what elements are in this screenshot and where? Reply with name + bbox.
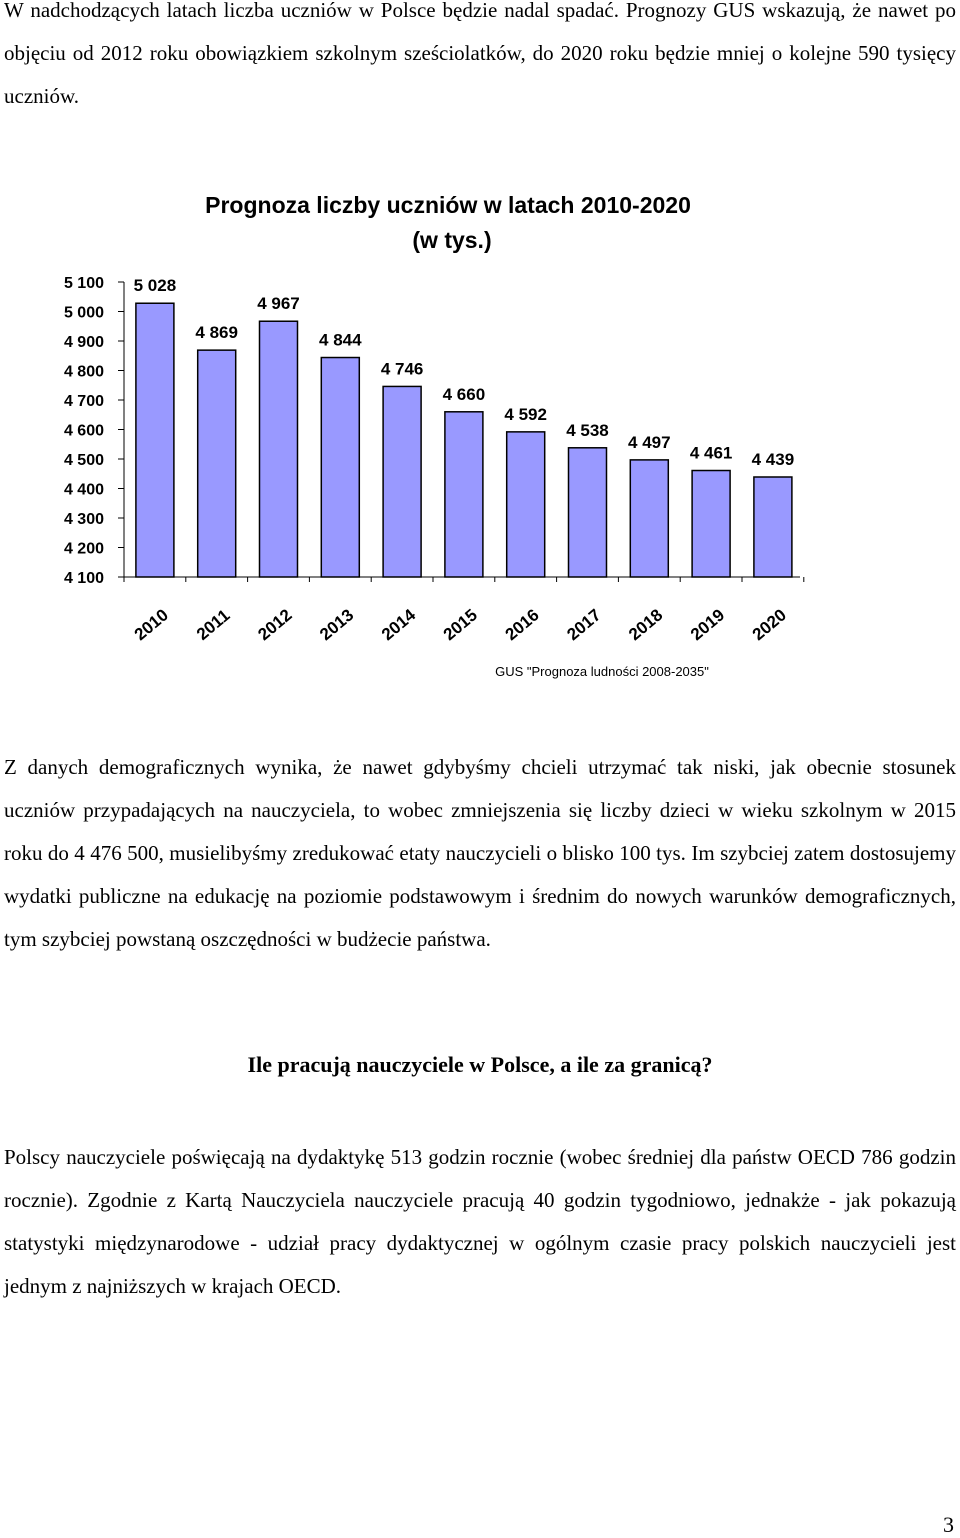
bar-value-label: 4 439 (751, 449, 795, 469)
bar-value-label: 4 660 (442, 384, 486, 404)
bar-value-label: 5 028 (133, 276, 177, 296)
y-tick-label: 4 500 (63, 452, 104, 469)
x-tick-label: 2020 (748, 605, 790, 645)
x-axis (124, 577, 804, 644)
y-tick-label: 4 800 (63, 363, 104, 381)
bar (383, 386, 421, 577)
x-tick-label: 2019 (686, 605, 729, 645)
bars (134, 276, 795, 577)
chart-title: Prognoza liczby uczniów w latach 2010-2020 (205, 192, 691, 218)
bar (692, 471, 730, 577)
bar (136, 303, 174, 577)
bar (754, 477, 792, 577)
bar-value-label: 4 746 (380, 359, 424, 379)
x-tick-label: 2014 (377, 605, 420, 645)
y-axis (64, 275, 124, 587)
y-tick-label: 4 600 (63, 422, 104, 440)
y-tick-label: 4 900 (63, 334, 104, 351)
x-tick-label: 2018 (625, 605, 667, 645)
x-tick-label: 2016 (501, 605, 543, 645)
x-tick-label: 2012 (254, 605, 296, 645)
bar-value-label: 4 869 (195, 323, 238, 343)
bar-value-label: 4 497 (628, 432, 671, 452)
bar (198, 350, 236, 577)
chart-source: GUS "Prognoza ludności 2008-2035" (495, 664, 709, 679)
y-tick-label: 4 200 (63, 540, 104, 558)
bar-value-label: 4 592 (504, 404, 547, 424)
bar-value-label: 4 538 (566, 420, 609, 440)
y-tick-label: 4 700 (63, 393, 104, 410)
x-tick-label: 2017 (563, 605, 605, 645)
y-tick-label: 4 400 (63, 481, 104, 499)
bar (260, 321, 298, 577)
bar-value-label: 4 844 (319, 330, 362, 350)
intro-paragraph: W nadchodzących latach liczba uczniów w Polsce będzie nadal spadać. Prognozy GUS wskazują, że nawet po objęciu od 2012 roku obowiązkiem szkolnym sześciolatków, do 2020 roku będzie mniej o kolejne 590 tysięcy uczniów. (4, 0, 956, 108)
page-number: 3 (943, 1512, 954, 1537)
student-forecast-chart (0, 170, 960, 690)
teachers-paragraph: Polscy nauczyciele poświęcają na dydaktykę 513 godzin rocznie (wobec średniej dla państw OECD 786 godzin rocznie). Zgodnie z Kartą Nauczyciela nauczyciele pracują 40 godzin tygodniowo, jednakże - jak pokazują statystyki międzynarodowe - udział pracy dydaktycznej w ogólnym czasie pracy polskich nauczycieli jest jednym z najniższych w krajach OECD. (4, 1145, 956, 1298)
x-tick-label: 2010 (130, 605, 172, 645)
bar-value-label: 4 967 (257, 294, 300, 314)
x-tick-label: 2015 (439, 605, 481, 645)
bar (630, 460, 668, 577)
y-tick-label: 5 100 (63, 275, 104, 292)
y-tick-label: 4 300 (63, 511, 104, 528)
bar (507, 432, 545, 577)
section-heading: Ile pracują nauczyciele w Polsce, a ile za granicą? (247, 1052, 713, 1077)
bar (569, 448, 607, 577)
bar (445, 412, 483, 577)
demographics-paragraph: Z danych demograficznych wynika, że nawet gdybyśmy chcieli utrzymać tak niski, jak obecnie stosunek uczniów przypadających na nauczyciela, to wobec zmniejszenia się liczby dzieci w wieku szkolnym w 2015 roku do 4 476 500, musielibyśmy zredukować etaty nauczycieli o blisko 100 tys. Im szybciej zatem dostosujemy wydatki publiczne na edukację na poziomie podstawowym i średnim do nowych warunków demograficznych, tym szybciej powstaną oszczędności w budżecie państwa. (4, 755, 956, 951)
bar-value-label: 4 461 (689, 443, 733, 463)
x-tick-label: 2011 (192, 605, 234, 644)
bar (321, 358, 359, 577)
y-tick-label: 5 000 (63, 304, 104, 322)
x-tick-label: 2013 (316, 605, 358, 645)
y-tick-label: 4 100 (63, 570, 104, 587)
chart-subtitle: (w tys.) (412, 227, 492, 253)
